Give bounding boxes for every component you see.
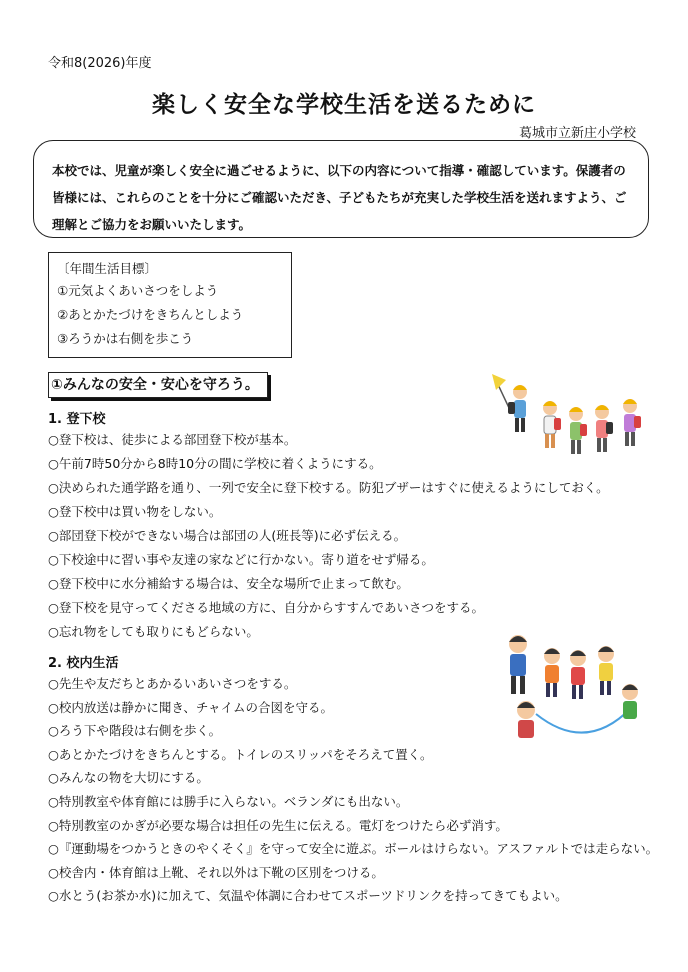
list-item: ○みんなの物を大切にする。 xyxy=(48,770,209,786)
intro-box xyxy=(33,140,649,238)
fiscal-year: 令和8(2026)年度 xyxy=(48,56,152,71)
list-item: ○登下校中は買い物をしない。 xyxy=(48,504,222,519)
children-playing-illustration xyxy=(496,628,646,746)
list-item: ○水とう(お茶か水)に加えて、気温や体調に合わせてスポーツドリンクを持ってきてもよい。 xyxy=(48,888,568,904)
goal-item: ②あとかたづけをきちんとしよう xyxy=(57,307,244,322)
list-item: ○『運動場をつかうときのやくそく』を守って安全に遊ぶ。ボールはけらない。アスファルトでは走らない。 xyxy=(48,841,659,857)
list-item: ○忘れ物をしても取りにもどらない。 xyxy=(48,624,259,639)
goals-heading: 〔年間生活目標〕 xyxy=(57,261,158,276)
list-item: ○登下校は、徒歩による部団登下校が基本。 xyxy=(48,432,297,447)
page-title: 楽しく安全な学校生活を送るために xyxy=(152,92,536,118)
list-item: ○特別教室のかぎが必要な場合は担任の先生に伝える。電灯をつけたら必ず消す。 xyxy=(48,817,508,833)
goal-item: ①元気よくあいさつをしよう xyxy=(57,283,219,298)
list-item: ○決められた通学路を通り、一列で安全に登下校する。防犯ブザーはすぐに使えるようにしておく。 xyxy=(48,480,609,495)
list-item: ○部団登下校ができない場合は部団の人(班長等)に必ず伝える。 xyxy=(48,528,407,543)
list-item: ○下校途中に習い事や友達の家などに行かない。寄り道をせず帰る。 xyxy=(48,552,434,567)
list-item: ○先生や友だちとあかるいあいさつをする。 xyxy=(48,676,297,691)
list-item: ○登下校中に水分補給する場合は、安全な場所で止まって飲む。 xyxy=(48,576,409,591)
list-item: ○あとかたづけをきちんとする。トイレのスリッパをそろえて置く。 xyxy=(48,746,433,762)
list-item: ○特別教室や体育館には勝手に入らない。ベランダにも出ない。 xyxy=(48,793,409,809)
section-heading: ①みんなの安全・安心を守ろう。 xyxy=(48,372,268,398)
children-walking-illustration xyxy=(488,370,648,470)
commute-heading: 1. 登下校 xyxy=(48,412,106,427)
school-name: 葛城市立新庄小学校 xyxy=(518,126,636,141)
list-item: ○校内放送は静かに聞き、チャイムの合図を守る。 xyxy=(48,699,334,715)
goal-item: ③ろうかは右側を歩こう xyxy=(57,331,194,346)
list-item: ○登下校を見守ってくださる地域の方に、自分からすすんであいさつをする。 xyxy=(48,600,485,615)
school-life-heading: 2. 校内生活 xyxy=(48,656,119,671)
annual-goals-box xyxy=(48,252,292,358)
list-item: ○午前7時50分から8時10分の間に学校に着くようにする。 xyxy=(48,456,382,471)
list-item: ○校舎内・体育館は上靴、それ以外は下靴の区別をつける。 xyxy=(48,864,384,880)
intro-text: 本校では、児童が楽しく安全に過ごせるように、以下の内容について指導・確認しています。保護者の皆様には、これらのことを十分にご確認いただき、子どもたちが充実した学校生活を送れますよう、ご理解とご協力をお願いいたします。 xyxy=(52,163,627,232)
list-item: ○ろう下や階段は右側を歩く。 xyxy=(48,723,222,739)
